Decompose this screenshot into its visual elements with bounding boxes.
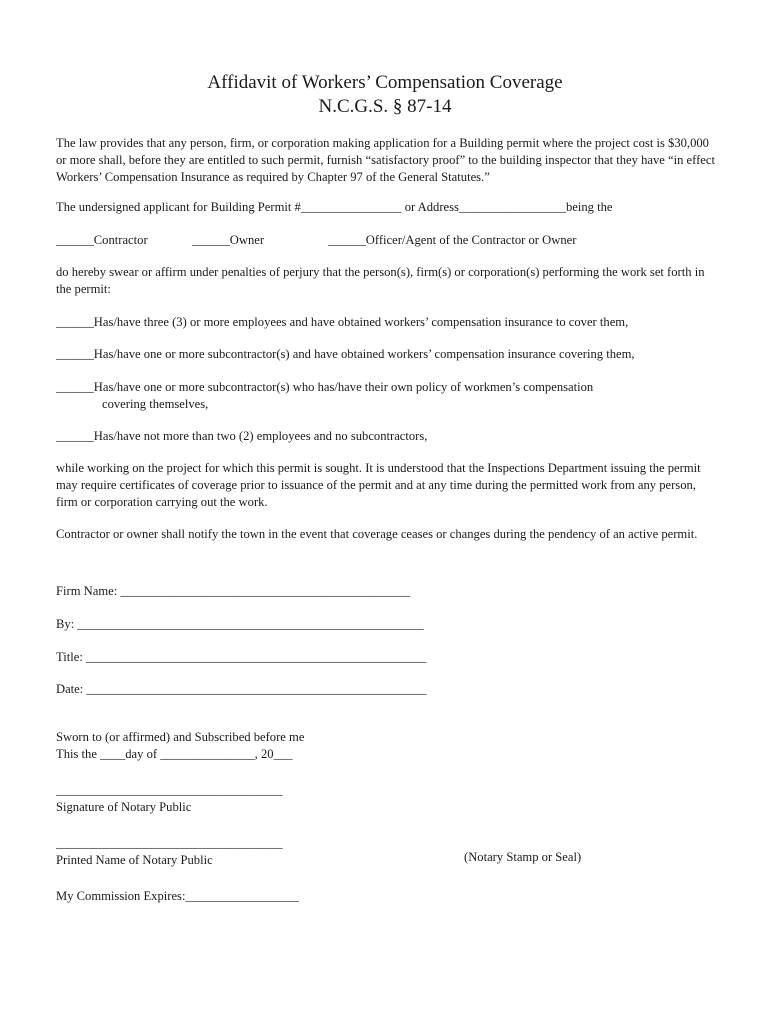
by-field[interactable]: By: _______________________________________________________: [56, 617, 424, 631]
this-the-day-field[interactable]: This the ____day of _______________, 20___: [56, 747, 293, 761]
notary-stamp-label: (Notary Stamp or Seal): [464, 850, 582, 864]
role-owner[interactable]: ______Owner: [192, 233, 265, 247]
commission-expires-field[interactable]: My Commission Expires:__________________: [56, 889, 299, 903]
swear-paragraph: do hereby swear or affirm under penalties of perjury that the person(s), firm(s) or corporation(s) performing the work set forth in the permit:: [56, 265, 705, 296]
intro-paragraph: The law provides that any person, firm, or corporation making application for a Building permit where the project cost is $30,000 or more shall, before they are entitled to such permit, furnish “satisfactory proof” to the building inspector that they have “in effect Workers’ Compensation Insurance as required by Chapter 97 of the General Statutes.”: [56, 136, 715, 184]
option-three-employees[interactable]: ______Has/have three (3) or more employees and have obtained workers’ compensation insurance to cover them,: [56, 315, 629, 329]
notary-signature-line[interactable]: ____________________________________: [56, 783, 283, 797]
notary-printed-name-label: Printed Name of Notary Public: [56, 853, 213, 867]
role-contractor[interactable]: ______Contractor: [56, 233, 148, 247]
notify-paragraph: Contractor or owner shall notify the town in the event that coverage ceases or changes during the pendency of an active permit.: [56, 527, 698, 541]
while-working-paragraph: while working on the project for which this permit is sought. It is understood that the Inspections Department issuing the permit may require certificates of coverage prior to issuance of the permit and at any time during the permitted work from any person, firm or corporation carrying out the work.: [56, 461, 701, 509]
firm-name-field[interactable]: Firm Name: ______________________________________________: [56, 584, 411, 598]
applicant-line[interactable]: The undersigned applicant for Building Permit #________________ or Address_________________being the: [56, 200, 613, 214]
notary-signature-label: Signature of Notary Public: [56, 800, 192, 814]
role-officer-agent[interactable]: ______Officer/Agent of the Contractor or Owner: [328, 233, 577, 247]
document-title: Affidavit of Workers’ Compensation Coverage: [207, 72, 563, 93]
option-subcontractors-insured[interactable]: ______Has/have one or more subcontractor(s) and have obtained workers’ compensation insurance covering them,: [56, 347, 635, 361]
notary-printed-name-line[interactable]: ____________________________________: [56, 836, 283, 850]
title-field[interactable]: Title: ______________________________________________________: [56, 650, 427, 664]
statute-reference: N.C.G.S. § 87-14: [318, 96, 452, 117]
sworn-statement: Sworn to (or affirmed) and Subscribed before me: [56, 730, 305, 744]
option-subcontractors-own-policy-cont: covering themselves,: [102, 397, 209, 411]
option-subcontractors-own-policy[interactable]: ______Has/have one or more subcontractor(s) who has/have their own policy of workmen’s compensation: [56, 380, 594, 394]
option-two-employees[interactable]: ______Has/have not more than two (2) employees and no subcontractors,: [56, 429, 428, 443]
date-field[interactable]: Date: ______________________________________________________: [56, 682, 427, 696]
